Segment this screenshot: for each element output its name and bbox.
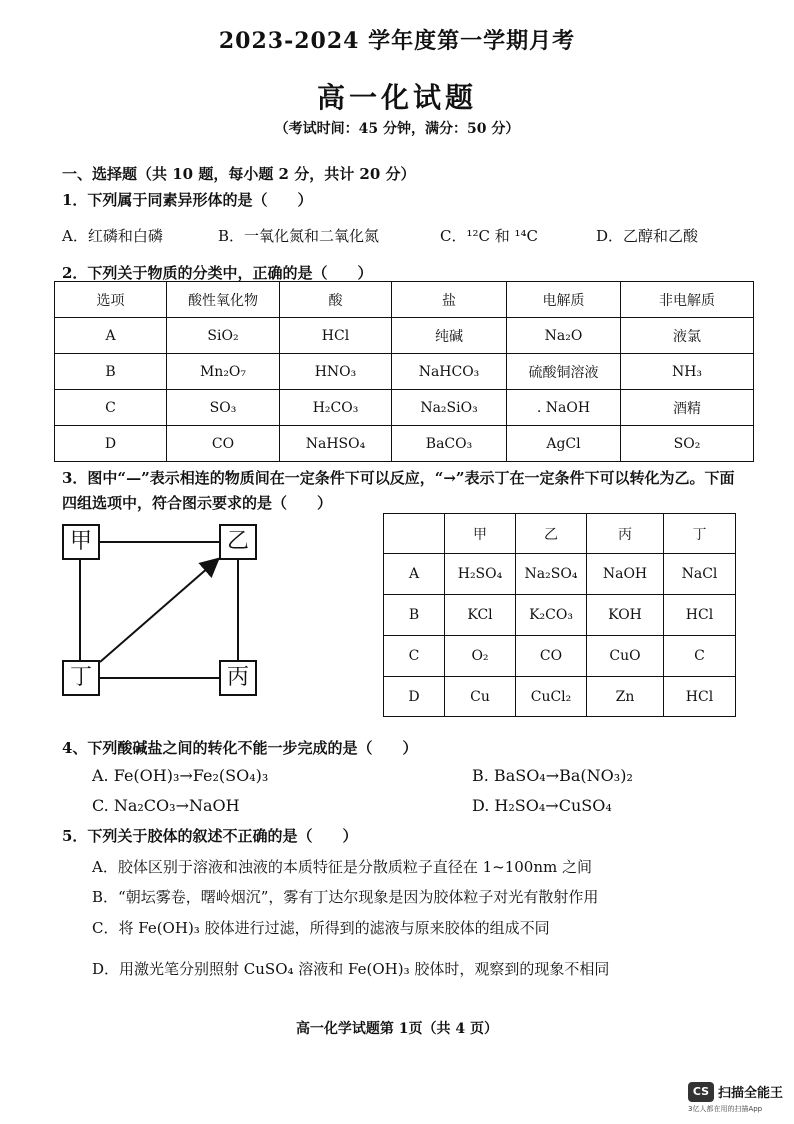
table-cell: KOH (587, 595, 664, 636)
q4-option-b: B. BaSO₄→Ba(NO₃)₂ (472, 766, 633, 785)
table-header-cell: 酸 (280, 282, 392, 318)
q3-options-table (383, 513, 736, 717)
q1-option-d: D．乙醇和乙酸 (596, 227, 699, 245)
node-yi: 乙 (219, 524, 257, 560)
table-cell: BaCO₃ (392, 426, 507, 462)
table-cell: CuCl₂ (516, 677, 587, 717)
table-header-cell: 乙 (516, 514, 587, 554)
table-cell: CO (167, 426, 280, 462)
subject-title: 高一化试题 (316, 81, 477, 114)
table-cell: 液氯 (621, 318, 754, 354)
arrow-ding-to-yi (100, 560, 217, 662)
question-3-stem-line2: 四组选项中，符合图示要求的是（ ） (62, 494, 333, 512)
table-cell: Na₂SO₄ (516, 554, 587, 595)
table-row (55, 426, 754, 462)
table-cell: NH₃ (621, 354, 754, 390)
table-cell: NaHCO₃ (392, 354, 507, 390)
table-cell: KCl (445, 595, 516, 636)
question-4-stem: 4、下列酸碱盐之间的转化不能一步完成的是（ ） (62, 739, 418, 757)
scanner-watermark (688, 1081, 783, 1102)
table-cell: NaCl (664, 554, 736, 595)
table-header-cell (384, 514, 445, 554)
page-footer: 高一化学试题第 1页（共 4 页） (295, 1021, 499, 1037)
table-cell: Na₂SiO₃ (392, 390, 507, 426)
table-header-cell: 丁 (664, 514, 736, 554)
q4-option-c: C. Na₂CO₃→NaOH (92, 796, 240, 815)
table-cell: C (664, 636, 736, 677)
table-cell: NaHSO₄ (280, 426, 392, 462)
section-title: 一、选择题（共 10 题，每小题 2 分，共计 20 分） (62, 165, 416, 183)
question-3-stem-line1: 3．图中“—”表示相连的物质间在一定条件下可以反应，“→”表示丁在一定条件下可以转化为乙。下面 (62, 469, 735, 487)
table-cell: Na₂O (507, 318, 621, 354)
q1-option-a: A．红磷和白磷 (62, 227, 163, 245)
table-cell: C (55, 390, 167, 426)
table-row (384, 677, 736, 717)
q2-classification-table (54, 281, 754, 462)
table-row (384, 595, 736, 636)
table-cell: Mn₂O₇ (167, 354, 280, 390)
table-cell: HCl (280, 318, 392, 354)
table-header-cell: 盐 (392, 282, 507, 318)
question-5-stem: 5．下列关于胶体的叙述不正确的是（ ） (62, 827, 358, 845)
scanner-logo-icon: CS (688, 1082, 714, 1102)
table-header-cell: 电解质 (507, 282, 621, 318)
table-cell: CuO (587, 636, 664, 677)
q5-option-b: B．“朝坛雾卷，曙岭烟沉”，雾有丁达尔现象是因为胶体粒子对光有散射作用 (92, 888, 599, 906)
exam-title: 2023-2024 学年度第一学期月考 (218, 28, 576, 54)
table-cell: NaOH (587, 554, 664, 595)
table-cell: HNO₃ (280, 354, 392, 390)
q3-reaction-diagram (60, 520, 270, 705)
q5-option-a: A．胶体区别于溶液和浊液的本质特征是分散质粒子直径在 1~100nm 之间 (92, 858, 592, 876)
table-cell: C (384, 636, 445, 677)
table-cell: SO₃ (167, 390, 280, 426)
table-cell: 纯碱 (392, 318, 507, 354)
table-header-cell: 甲 (445, 514, 516, 554)
table-row (384, 636, 736, 677)
node-jia: 甲 (62, 524, 100, 560)
q5-option-d: D．用激光笔分别照射 CuSO₄ 溶液和 Fe(OH)₃ 胶体时，观察到的现象不相同 (92, 960, 610, 978)
node-bing: 丙 (219, 660, 257, 696)
table-header-cell: 非电解质 (621, 282, 754, 318)
table-header-cell: 丙 (587, 514, 664, 554)
table-cell: D (384, 677, 445, 717)
node-ding: 丁 (62, 660, 100, 696)
q1-option-c: C．¹²C 和 ¹⁴C (440, 227, 539, 245)
table-cell: 酒精 (621, 390, 754, 426)
table-cell: B (55, 354, 167, 390)
table-cell: Zn (587, 677, 664, 717)
table-cell: . NaOH (507, 390, 621, 426)
table-cell: K₂CO₃ (516, 595, 587, 636)
table-cell: O₂ (445, 636, 516, 677)
table-cell: SO₂ (621, 426, 754, 462)
scanner-brand: 扫描全能王 (718, 1086, 784, 1101)
q4-option-d: D. H₂SO₄→CuSO₄ (472, 796, 612, 815)
table-cell: 硫酸铜溶液 (507, 354, 621, 390)
q1-option-b: B．一氧化氮和二氧化氮 (218, 227, 380, 245)
table-cell: H₂SO₄ (445, 554, 516, 595)
table-cell: A (384, 554, 445, 595)
q4-option-a: A. Fe(OH)₃→Fe₂(SO₄)₃ (92, 766, 269, 785)
exam-info: （考试时间：45 分钟，满分：50 分） (274, 121, 520, 137)
table-cell: Cu (445, 677, 516, 717)
table-cell: B (384, 595, 445, 636)
table-header-cell: 选项 (55, 282, 167, 318)
table-cell: D (55, 426, 167, 462)
table-header-cell: 酸性氧化物 (167, 282, 280, 318)
table-row (55, 390, 754, 426)
question-2-stem: 2．下列关于物质的分类中，正确的是（ ） (62, 264, 373, 282)
scanner-slogan: 3亿人都在用的扫描App (688, 1105, 763, 1113)
table-cell: A (55, 318, 167, 354)
table-row (55, 354, 754, 390)
table-cell: HCl (664, 595, 736, 636)
table-row (55, 318, 754, 354)
question-1-stem: 1．下列属于同素异形体的是（ ） (62, 191, 313, 209)
table-cell: SiO₂ (167, 318, 280, 354)
q5-option-c: C．将 Fe(OH)₃ 胶体进行过滤，所得到的滤液与原来胶体的组成不同 (92, 919, 550, 937)
table-cell: AgCl (507, 426, 621, 462)
table-row (384, 554, 736, 595)
table-cell: H₂CO₃ (280, 390, 392, 426)
table-cell: CO (516, 636, 587, 677)
table-cell: HCl (664, 677, 736, 717)
